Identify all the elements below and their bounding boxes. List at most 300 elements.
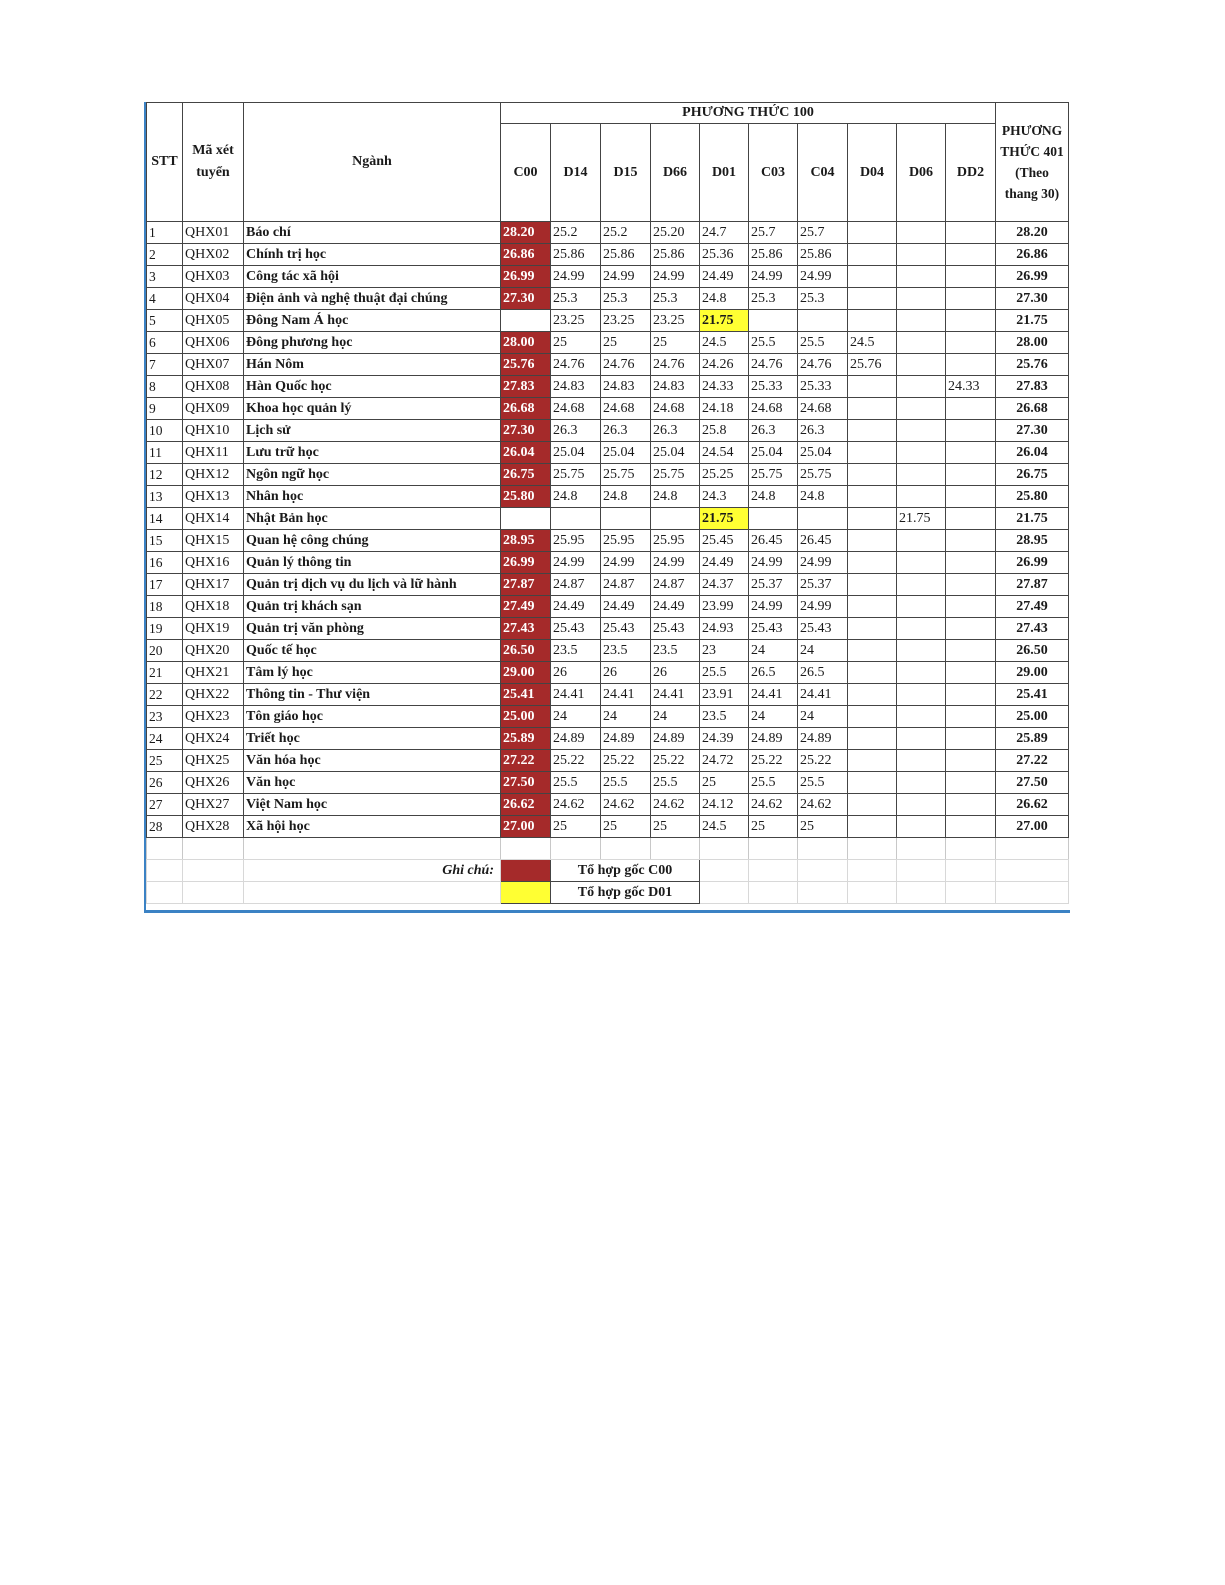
cell-ma: QHX22 [183,684,244,706]
cell-d66: 25.95 [651,530,700,552]
cell-pt401: 27.22 [996,750,1069,772]
cell-stt: 2 [147,244,183,266]
cell-c04: 24.99 [798,552,848,574]
header-combo-d15: D15 [601,124,651,222]
cell-c04: 24 [798,706,848,728]
cell-nganh: Báo chí [244,222,501,244]
cell-ma: QHX25 [183,750,244,772]
cell-stt: 14 [147,508,183,530]
cell-dd2 [946,464,996,486]
cell-nganh: Hán Nôm [244,354,501,376]
cell-stt: 19 [147,618,183,640]
cell-d15: 24.76 [601,354,651,376]
cell-d01: 24.5 [700,332,749,354]
header-combo-c00: C00 [501,124,551,222]
cell-pt401: 25.41 [996,684,1069,706]
cell-ma: QHX17 [183,574,244,596]
cell-d06 [897,376,946,398]
cell-c03: 24.99 [749,266,798,288]
cell-d66: 24.76 [651,354,700,376]
cell-ma: QHX18 [183,596,244,618]
cell-c04: 26.3 [798,420,848,442]
table-row [147,464,1069,486]
cell-d66: 25.43 [651,618,700,640]
cell-ma: QHX07 [183,354,244,376]
cell-c03: 25.5 [749,772,798,794]
cell-d01: 25.5 [700,662,749,684]
cell-pt401: 28.95 [996,530,1069,552]
cell-c03: 24.76 [749,354,798,376]
cell-pt401: 27.30 [996,288,1069,310]
cell-dd2 [946,640,996,662]
cell-pt401: 21.75 [996,508,1069,530]
header-phuong-thuc-100: PHƯƠNG THỨC 100 [501,103,996,124]
cell-d06 [897,266,946,288]
cell-c00: 28.00 [501,332,551,354]
cell-ma: QHX23 [183,706,244,728]
cell-c04: 25.33 [798,376,848,398]
cell-d66: 26.3 [651,420,700,442]
cell-stt: 18 [147,596,183,618]
cell-pt401: 26.99 [996,552,1069,574]
cell-c03: 25.37 [749,574,798,596]
cell-c04: 26.45 [798,530,848,552]
cell-stt: 5 [147,310,183,332]
cell-nganh: Triết học [244,728,501,750]
cell-nganh: Đông phương học [244,332,501,354]
cell-ma: QHX09 [183,398,244,420]
cell-dd2 [946,310,996,332]
cell-d01: 24.26 [700,354,749,376]
table-row [147,772,1069,794]
cell-c00: 27.49 [501,596,551,618]
legend-label: Ghi chú: [244,860,501,882]
cell-nganh: Tâm lý học [244,662,501,684]
cell-d01: 24.39 [700,728,749,750]
cell-d04 [848,244,897,266]
cell-nganh: Văn hóa học [244,750,501,772]
cell-d15: 24.8 [601,486,651,508]
cell-d04 [848,640,897,662]
cell-c03 [749,310,798,332]
cell-pt401: 27.87 [996,574,1069,596]
cell-d06 [897,750,946,772]
header-combo-c03: C03 [749,124,798,222]
cell-d01: 24.54 [700,442,749,464]
cell-nganh: Việt Nam học [244,794,501,816]
cell-d06 [897,728,946,750]
cell-c00: 28.20 [501,222,551,244]
cell-d06 [897,354,946,376]
cell-c00: 25.41 [501,684,551,706]
cell-d01: 25.8 [700,420,749,442]
table-row [147,420,1069,442]
cell-c04: 25.86 [798,244,848,266]
cell-stt: 10 [147,420,183,442]
cell-dd2 [946,398,996,420]
cell-dd2 [946,266,996,288]
cell-d14: 25 [551,332,601,354]
cell-nganh: Quản trị khách sạn [244,596,501,618]
cell-c00: 26.86 [501,244,551,266]
cell-ma: QHX08 [183,376,244,398]
cell-dd2 [946,574,996,596]
cell-d01: 24.8 [700,288,749,310]
cell-dd2 [946,222,996,244]
cell-d06 [897,222,946,244]
legend-row-c00 [147,860,1069,882]
cell-d01: 24.37 [700,574,749,596]
table-row [147,266,1069,288]
cell-c00: 26.04 [501,442,551,464]
cell-d01: 24.18 [700,398,749,420]
cell-dd2 [946,706,996,728]
cell-pt401: 27.83 [996,376,1069,398]
cell-dd2 [946,662,996,684]
cell-d14: 25.04 [551,442,601,464]
cell-dd2 [946,420,996,442]
table-row [147,794,1069,816]
legend-row-d01 [147,882,1069,904]
cell-pt401: 21.75 [996,310,1069,332]
cell-d66: 25.75 [651,464,700,486]
cell-stt: 21 [147,662,183,684]
cell-d66: 24.68 [651,398,700,420]
cell-d04 [848,508,897,530]
cell-dd2 [946,332,996,354]
cell-d01: 25.36 [700,244,749,266]
cell-ma: QHX26 [183,772,244,794]
cell-c00: 26.75 [501,464,551,486]
header-combo-d04: D04 [848,124,897,222]
cell-d01: 23 [700,640,749,662]
cell-d04: 24.5 [848,332,897,354]
cell-d01: 24.72 [700,750,749,772]
header-ma-xet-tuyen: Mã xét tuyển [183,103,244,222]
cell-d14: 24.62 [551,794,601,816]
cell-c03: 24.68 [749,398,798,420]
cell-nganh: Nhật Bản học [244,508,501,530]
table-row [147,288,1069,310]
cell-stt: 24 [147,728,183,750]
cell-c00: 27.30 [501,288,551,310]
blank-row [147,838,1069,860]
cell-d66: 25.86 [651,244,700,266]
cell-d14: 24.87 [551,574,601,596]
cell-c03: 24.99 [749,552,798,574]
cell-ma: QHX11 [183,442,244,464]
cell-d14: 25 [551,816,601,838]
cell-d06 [897,420,946,442]
cell-d06 [897,684,946,706]
cell-c03: 25.33 [749,376,798,398]
cell-c03: 25.7 [749,222,798,244]
cell-d15: 25.75 [601,464,651,486]
cell-c04: 24.89 [798,728,848,750]
cell-d04 [848,574,897,596]
cell-ma: QHX06 [183,332,244,354]
cell-dd2 [946,750,996,772]
cell-nganh: Đông Nam Á học [244,310,501,332]
cell-d15: 25.04 [601,442,651,464]
cell-d15: 25.86 [601,244,651,266]
cell-stt: 26 [147,772,183,794]
cell-d66: 24.99 [651,266,700,288]
cell-ma: QHX01 [183,222,244,244]
cell-nganh: Quản trị dịch vụ du lịch và lữ hành [244,574,501,596]
cell-pt401: 26.99 [996,266,1069,288]
cell-c00: 25.76 [501,354,551,376]
cell-ma: QHX04 [183,288,244,310]
cell-ma: QHX27 [183,794,244,816]
cell-stt: 7 [147,354,183,376]
table-row [147,310,1069,332]
cell-d04 [848,222,897,244]
cell-ma: QHX13 [183,486,244,508]
cell-d14: 25.43 [551,618,601,640]
cell-nganh: Lịch sử [244,420,501,442]
cell-stt: 22 [147,684,183,706]
cell-c04: 25.43 [798,618,848,640]
cell-d66: 25.20 [651,222,700,244]
table-row [147,376,1069,398]
cell-stt: 8 [147,376,183,398]
cell-d14: 24 [551,706,601,728]
cell-dd2 [946,552,996,574]
cell-stt: 25 [147,750,183,772]
table-row [147,618,1069,640]
cell-d04 [848,266,897,288]
cell-d04 [848,398,897,420]
cell-nganh: Văn học [244,772,501,794]
cell-nganh: Quốc tế học [244,640,501,662]
cell-d66: 24.41 [651,684,700,706]
cell-d14: 25.2 [551,222,601,244]
cell-d04 [848,816,897,838]
cell-d14: 24.89 [551,728,601,750]
cell-c00: 25.89 [501,728,551,750]
cell-d15: 24.49 [601,596,651,618]
cell-nganh: Nhân học [244,486,501,508]
cell-c04: 24.68 [798,398,848,420]
cell-c03: 24 [749,640,798,662]
cell-ma: QHX20 [183,640,244,662]
cell-d04 [848,464,897,486]
cell-stt: 3 [147,266,183,288]
cell-c03: 25.75 [749,464,798,486]
cell-d14: 24.83 [551,376,601,398]
cell-dd2 [946,354,996,376]
cell-d01: 24.3 [700,486,749,508]
cell-c04: 25.3 [798,288,848,310]
cell-d14: 24.49 [551,596,601,618]
cell-c04: 25.37 [798,574,848,596]
cell-dd2 [946,772,996,794]
cell-d15: 24.41 [601,684,651,706]
cell-pt401: 25.80 [996,486,1069,508]
cell-nganh: Quản trị văn phòng [244,618,501,640]
cell-c03: 24.41 [749,684,798,706]
cell-c03: 25 [749,816,798,838]
cell-d66: 24.62 [651,794,700,816]
cell-d06 [897,618,946,640]
cell-c00: 27.30 [501,420,551,442]
cell-ma: QHX24 [183,728,244,750]
cell-nganh: Lưu trữ học [244,442,501,464]
cell-d66: 25.04 [651,442,700,464]
cell-c03: 25.3 [749,288,798,310]
cell-nganh: Quan hệ công chúng [244,530,501,552]
cell-d06 [897,662,946,684]
cell-d04 [848,772,897,794]
table-row [147,816,1069,838]
cell-dd2 [946,794,996,816]
cell-stt: 13 [147,486,183,508]
cell-d06 [897,552,946,574]
cell-d66: 24.83 [651,376,700,398]
cell-d04: 25.76 [848,354,897,376]
cell-pt401: 26.50 [996,640,1069,662]
cell-c00: 27.43 [501,618,551,640]
table-row [147,530,1069,552]
cell-d66: 25.3 [651,288,700,310]
cell-d66: 25.22 [651,750,700,772]
cell-d04 [848,750,897,772]
cell-d15: 25 [601,816,651,838]
cell-d14: 24.41 [551,684,601,706]
header-stt: STT [147,103,183,222]
cell-c00: 29.00 [501,662,551,684]
cell-d06 [897,332,946,354]
cell-c00: 26.99 [501,552,551,574]
cell-c04: 24 [798,640,848,662]
cell-d14: 25.86 [551,244,601,266]
cell-d14: 25.95 [551,530,601,552]
cell-d14: 24.99 [551,552,601,574]
table-row [147,354,1069,376]
header-combo-dd2: DD2 [946,124,996,222]
cell-d14: 23.5 [551,640,601,662]
cell-ma: QHX21 [183,662,244,684]
cell-c04: 26.5 [798,662,848,684]
cell-d06: 21.75 [897,508,946,530]
cell-d15: 24.99 [601,266,651,288]
cell-nganh: Khoa học quản lý [244,398,501,420]
cell-d15: 25.22 [601,750,651,772]
cell-c04: 25.7 [798,222,848,244]
cell-dd2 [946,244,996,266]
cell-ma: QHX12 [183,464,244,486]
cell-d66: 24.99 [651,552,700,574]
cell-d04 [848,420,897,442]
cell-d06 [897,816,946,838]
cell-c03: 24.89 [749,728,798,750]
table-row [147,728,1069,750]
cell-d66: 24.49 [651,596,700,618]
header-nganh: Ngành [244,103,501,222]
cell-d01: 24.12 [700,794,749,816]
cell-d01: 25 [700,772,749,794]
cell-d06 [897,310,946,332]
cell-c04: 25.75 [798,464,848,486]
cell-dd2 [946,530,996,552]
cell-ma: QHX05 [183,310,244,332]
cell-d14: 24.99 [551,266,601,288]
header-combo-d14: D14 [551,124,601,222]
cell-c03: 24.99 [749,596,798,618]
cell-dd2 [946,508,996,530]
header-phuong-thuc-401: PHƯƠNG THỨC 401 (Theo thang 30) [996,103,1069,222]
cell-d66: 24.89 [651,728,700,750]
cell-d15: 24.83 [601,376,651,398]
cell-pt401: 25.76 [996,354,1069,376]
header-combo-d66: D66 [651,124,700,222]
cell-d06 [897,596,946,618]
cell-pt401: 26.86 [996,244,1069,266]
cell-d14: 25.3 [551,288,601,310]
cell-stt: 15 [147,530,183,552]
cell-pt401: 25.00 [996,706,1069,728]
cell-d66: 23.25 [651,310,700,332]
cell-d06 [897,486,946,508]
header-combo-d06: D06 [897,124,946,222]
table-row [147,222,1069,244]
cell-c03: 26.3 [749,420,798,442]
cell-stt: 28 [147,816,183,838]
cell-d04 [848,530,897,552]
cell-c04 [798,508,848,530]
cell-d01: 23.99 [700,596,749,618]
cell-pt401: 29.00 [996,662,1069,684]
cell-dd2 [946,486,996,508]
cell-d14: 23.25 [551,310,601,332]
cell-nganh: Tôn giáo học [244,706,501,728]
table-row [147,398,1069,420]
cell-d66: 24 [651,706,700,728]
cell-pt401: 27.00 [996,816,1069,838]
cell-pt401: 26.75 [996,464,1069,486]
cell-c00: 26.68 [501,398,551,420]
cell-pt401: 26.68 [996,398,1069,420]
cell-stt: 9 [147,398,183,420]
cell-d15: 25.2 [601,222,651,244]
cell-d06 [897,464,946,486]
cell-c00: 27.22 [501,750,551,772]
cell-ma: QHX28 [183,816,244,838]
cell-dd2 [946,684,996,706]
cell-d14: 26.3 [551,420,601,442]
cell-c00: 27.50 [501,772,551,794]
cell-stt: 20 [147,640,183,662]
cell-pt401: 28.20 [996,222,1069,244]
cell-d01: 25.25 [700,464,749,486]
cell-d01: 21.75 [700,310,749,332]
cell-d14: 25.5 [551,772,601,794]
admission-score-table [146,102,1069,904]
cell-c03: 24.62 [749,794,798,816]
table-row [147,750,1069,772]
cell-ma: QHX19 [183,618,244,640]
cell-c00: 26.62 [501,794,551,816]
table-row [147,596,1069,618]
cell-d14: 24.8 [551,486,601,508]
table-row [147,574,1069,596]
cell-dd2 [946,442,996,464]
cell-d04 [848,662,897,684]
cell-d66: 24.87 [651,574,700,596]
cell-c04: 24.41 [798,684,848,706]
cell-d06 [897,442,946,464]
